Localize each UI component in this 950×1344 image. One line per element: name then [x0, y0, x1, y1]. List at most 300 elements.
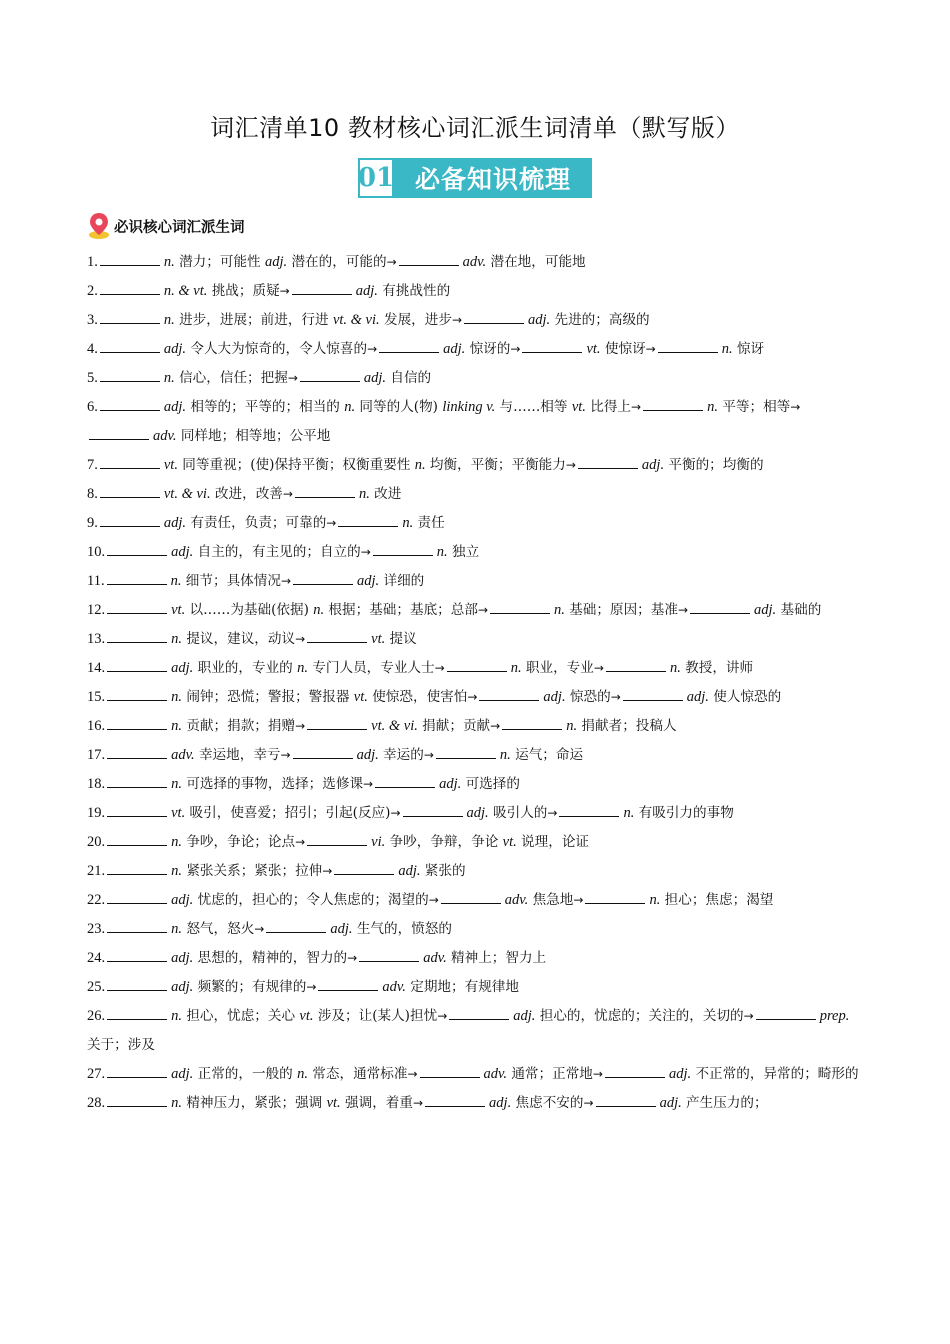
- answer-blank[interactable]: [293, 572, 353, 585]
- item-number: 16.: [87, 718, 106, 734]
- vocab-item: [87, 393, 865, 451]
- part-of-speech: adj.: [357, 573, 380, 589]
- item-number: 15.: [87, 689, 106, 705]
- answer-blank[interactable]: [307, 833, 367, 846]
- definition-text: 生气的，愤怒的: [352, 921, 452, 937]
- vocab-item: [87, 1002, 865, 1060]
- vocab-item: [87, 683, 865, 712]
- part-of-speech: n.: [163, 254, 175, 270]
- definition-text: 贡献；捐款；捐赠: [182, 718, 296, 734]
- answer-blank[interactable]: [107, 920, 167, 933]
- answer-blank[interactable]: [658, 340, 718, 353]
- answer-blank[interactable]: [107, 572, 167, 585]
- derivation-arrow-icon: →: [412, 1096, 424, 1110]
- part-of-speech: n.: [171, 863, 182, 879]
- definition-text: 改进: [369, 486, 402, 502]
- derivation-arrow-icon: →: [326, 516, 337, 530]
- answer-blank[interactable]: [623, 688, 683, 701]
- derivation-arrow-icon: →: [279, 284, 290, 298]
- part-of-speech: n.: [707, 399, 718, 415]
- item-number: 6.: [87, 399, 98, 415]
- definition-text: 幸运的: [378, 747, 424, 763]
- answer-blank[interactable]: [373, 543, 433, 556]
- item-number: 18.: [87, 776, 106, 792]
- item-number: 22.: [87, 892, 106, 908]
- definition-text: 潜在的，可能的: [287, 254, 387, 270]
- definition-text: 教授，讲师: [680, 660, 754, 676]
- section-banner: [358, 158, 592, 198]
- definition-text: 闹钟；恐慌；警报；警报器: [182, 689, 354, 705]
- definition-text: 不正常的，异常的；畸形的: [691, 1066, 859, 1082]
- answer-blank[interactable]: [359, 949, 419, 962]
- definition-text: 提议，建议，动议: [182, 631, 296, 647]
- answer-blank[interactable]: [266, 920, 326, 933]
- definition-text: 吸引人的: [488, 805, 548, 821]
- derivation-arrow-icon: →: [547, 806, 558, 820]
- definition-text: 捐献；贡献: [417, 718, 491, 734]
- item-number: 7.: [87, 457, 98, 473]
- item-number: 8.: [87, 486, 98, 502]
- definition-text: 详细的: [379, 573, 425, 589]
- part-of-speech: adj.: [659, 1095, 682, 1111]
- section-heading-text: 必识核心词汇派生词: [114, 219, 245, 236]
- part-of-speech: adj.: [668, 1066, 692, 1082]
- part-of-speech: vt.: [586, 341, 601, 357]
- definition-text: 信心，信任；把握: [174, 370, 288, 386]
- answer-blank[interactable]: [100, 340, 160, 353]
- definition-text: 同等重视；(使)保持平衡；权衡重要性: [177, 457, 415, 473]
- vocab-item: [87, 712, 865, 741]
- derivation-arrow-icon: →: [295, 632, 306, 646]
- part-of-speech: adj.: [443, 341, 466, 357]
- definition-text: 焦急地: [528, 892, 574, 908]
- answer-blank[interactable]: [502, 717, 562, 730]
- definition-text: 使惊讶: [600, 341, 646, 357]
- definition-text: 使人惊恐的: [708, 689, 782, 705]
- vocab-item: [87, 509, 865, 538]
- part-of-speech: n.: [171, 776, 182, 792]
- part-of-speech: adj.: [163, 515, 187, 531]
- definition-text: 同样地；相等地；公平地: [176, 428, 331, 444]
- part-of-speech: n.: [402, 515, 414, 531]
- answer-blank[interactable]: [100, 311, 160, 324]
- definition-text: 说理，论证: [516, 834, 590, 850]
- definition-text: 发展，进步: [379, 312, 452, 328]
- answer-blank[interactable]: [100, 282, 160, 295]
- part-of-speech: adj.: [543, 689, 566, 705]
- part-of-speech: adj.: [363, 370, 387, 386]
- answer-blank[interactable]: [89, 427, 149, 440]
- derivation-arrow-icon: →: [428, 893, 439, 907]
- derivation-arrow-icon: →: [295, 719, 306, 733]
- answer-blank[interactable]: [100, 369, 160, 382]
- vocab-item: [87, 741, 865, 770]
- definition-text: 常态，通常标准: [307, 1066, 408, 1082]
- part-of-speech: vt.: [502, 834, 517, 850]
- part-of-speech: adj.: [171, 660, 194, 676]
- answer-blank[interactable]: [107, 949, 167, 962]
- answer-blank[interactable]: [107, 543, 167, 556]
- answer-blank[interactable]: [107, 688, 167, 701]
- part-of-speech: vt.: [171, 805, 186, 821]
- answer-blank[interactable]: [107, 746, 167, 759]
- item-number: 20.: [87, 834, 106, 850]
- answer-blank[interactable]: [578, 456, 638, 469]
- answer-blank[interactable]: [420, 1065, 480, 1078]
- derivation-arrow-icon: →: [592, 1067, 603, 1081]
- part-of-speech: adj.: [466, 805, 489, 821]
- vocab-item: [87, 596, 865, 625]
- vocab-item: [87, 451, 865, 480]
- part-of-speech: prep.: [819, 1008, 850, 1024]
- definition-text: 以……为基础(依据): [185, 602, 314, 618]
- part-of-speech: adj.: [355, 283, 378, 299]
- answer-blank[interactable]: [100, 253, 160, 266]
- answer-blank[interactable]: [307, 717, 367, 730]
- derivation-arrow-icon: →: [287, 371, 298, 385]
- derivation-arrow-icon: →: [573, 893, 584, 907]
- definition-text: 基础的: [776, 602, 822, 618]
- answer-blank[interactable]: [464, 311, 524, 324]
- part-of-speech: n.: [358, 486, 370, 502]
- definition-text: 细节；具体情况: [181, 573, 281, 589]
- vocab-item: [87, 335, 865, 364]
- definition-text: 惊讶: [732, 341, 765, 357]
- definition-text: 根据；基础；基底；总部: [324, 602, 478, 618]
- answer-blank[interactable]: [449, 1007, 509, 1020]
- answer-blank[interactable]: [107, 978, 167, 991]
- answer-blank[interactable]: [643, 398, 703, 411]
- part-of-speech: n. & vt.: [163, 283, 208, 299]
- answer-blank[interactable]: [690, 601, 750, 614]
- part-of-speech: adj.: [686, 689, 709, 705]
- part-of-speech: adv.: [423, 950, 447, 966]
- part-of-speech: adj.: [641, 457, 665, 473]
- answer-blank[interactable]: [522, 340, 582, 353]
- definition-text: 通常；正常地: [507, 1066, 593, 1082]
- banner-number: 01: [358, 158, 394, 198]
- derivation-arrow-icon: →: [390, 806, 401, 820]
- definition-text: 与……相等: [495, 399, 572, 415]
- part-of-speech: vt. & vi.: [332, 312, 380, 328]
- derivation-arrow-icon: →: [347, 951, 358, 965]
- part-of-speech: n.: [171, 631, 182, 647]
- part-of-speech: adv.: [382, 979, 406, 995]
- vocab-item: [87, 886, 865, 915]
- vocab-item: [87, 770, 865, 799]
- part-of-speech: adj.: [171, 979, 194, 995]
- item-number: 1.: [87, 254, 98, 270]
- vocab-item: [87, 1089, 865, 1118]
- definition-text: 争吵，争辩，争论: [385, 834, 503, 850]
- definition-text: 忧虑的，担心的；令人焦虑的；渴望的: [193, 892, 429, 908]
- derivation-arrow-icon: →: [423, 748, 434, 762]
- part-of-speech: adj.: [754, 602, 777, 618]
- item-number: 10.: [87, 544, 106, 560]
- derivation-arrow-icon: →: [280, 748, 291, 762]
- definition-text: 基础；原因；基准: [564, 602, 678, 618]
- part-of-speech: adj.: [513, 1008, 536, 1024]
- definition-text: 担心，忧虑；关心: [182, 1008, 300, 1024]
- answer-blank[interactable]: [107, 775, 167, 788]
- answer-blank[interactable]: [107, 804, 167, 817]
- item-number: 19.: [87, 805, 106, 821]
- answer-blank[interactable]: [479, 688, 539, 701]
- definition-text: 焦虑不安的: [511, 1095, 584, 1111]
- part-of-speech: linking v.: [442, 399, 496, 415]
- part-of-speech: vt. & vi.: [163, 486, 211, 502]
- vocab-item: [87, 364, 865, 393]
- derivation-arrow-icon: →: [631, 400, 642, 414]
- definition-text: 定期地；有规律地: [405, 979, 519, 995]
- derivation-arrow-icon: →: [295, 835, 306, 849]
- definition-text: 平衡的；均衡的: [664, 457, 764, 473]
- part-of-speech: vt.: [163, 457, 178, 473]
- definition-text: 职业的，专业的: [193, 660, 298, 676]
- item-number: 13.: [87, 631, 106, 647]
- answer-blank[interactable]: [100, 485, 160, 498]
- definition-text: 专门人员，专业人士: [307, 660, 435, 676]
- part-of-speech: adv.: [504, 892, 529, 908]
- definition-text: 争吵，争论；论点: [182, 834, 296, 850]
- definition-text: 频繁的；有规律的: [193, 979, 307, 995]
- answer-blank[interactable]: [107, 601, 167, 614]
- part-of-speech: vt.: [353, 689, 368, 705]
- part-of-speech: adv.: [153, 428, 177, 444]
- part-of-speech: n.: [499, 747, 511, 763]
- definition-text: 运气；命运: [510, 747, 584, 763]
- derivation-arrow-icon: →: [280, 574, 292, 588]
- vocab-item: [87, 248, 865, 277]
- answer-blank[interactable]: [295, 485, 355, 498]
- definition-text: 有挑战性的: [377, 283, 451, 299]
- vocab-item: [87, 857, 865, 886]
- part-of-speech: n.: [163, 312, 175, 328]
- vocab-item: [87, 799, 865, 828]
- definition-text: 怒气，怒火: [182, 921, 255, 937]
- derivation-arrow-icon: →: [306, 980, 317, 994]
- derivation-arrow-icon: →: [645, 342, 656, 356]
- answer-blank[interactable]: [107, 833, 167, 846]
- derivation-arrow-icon: →: [367, 342, 378, 356]
- part-of-speech: n.: [510, 660, 522, 676]
- derivation-arrow-icon: →: [386, 255, 397, 269]
- part-of-speech: adj.: [171, 950, 194, 966]
- answer-blank[interactable]: [107, 1065, 167, 1078]
- part-of-speech: adj.: [264, 254, 288, 270]
- vocab-item: [87, 828, 865, 857]
- answer-blank[interactable]: [379, 340, 439, 353]
- answer-blank[interactable]: [375, 775, 435, 788]
- answer-blank[interactable]: [447, 659, 507, 672]
- derivation-arrow-icon: →: [565, 458, 576, 472]
- definition-text: 责任: [413, 515, 445, 531]
- answer-blank[interactable]: [107, 891, 167, 904]
- definition-text: 产生压力的；: [681, 1095, 768, 1111]
- part-of-speech: n.: [414, 457, 426, 473]
- part-of-speech: adj.: [528, 312, 551, 328]
- part-of-speech: adj.: [171, 544, 194, 560]
- vocab-item: [87, 567, 865, 596]
- definition-text: 潜在地，可能地: [486, 254, 586, 270]
- part-of-speech: n.: [297, 660, 308, 676]
- part-of-speech: adv.: [462, 254, 487, 270]
- answer-blank[interactable]: [107, 862, 167, 875]
- answer-blank[interactable]: [441, 891, 501, 904]
- derivation-arrow-icon: →: [490, 719, 501, 733]
- derivation-arrow-icon: →: [407, 1067, 418, 1081]
- definition-text: 紧张关系；紧张；拉伸: [182, 863, 323, 879]
- answer-blank[interactable]: [107, 717, 167, 730]
- part-of-speech: vt.: [171, 602, 186, 618]
- definition-text: 职业，专业: [521, 660, 594, 676]
- item-number: 28.: [87, 1095, 106, 1111]
- answer-blank[interactable]: [436, 746, 496, 759]
- item-number: 26.: [87, 1008, 106, 1024]
- answer-blank[interactable]: [334, 862, 394, 875]
- item-number: 4.: [87, 341, 98, 357]
- definition-text: 强调，着重: [340, 1095, 413, 1111]
- banner-label: 必备知识梳理: [394, 158, 592, 198]
- part-of-speech: n.: [171, 718, 182, 734]
- part-of-speech: vi.: [371, 834, 386, 850]
- part-of-speech: n.: [344, 399, 356, 415]
- answer-blank[interactable]: [490, 601, 550, 614]
- definition-text: 涉及；让(某人)担忧: [313, 1008, 438, 1024]
- answer-blank[interactable]: [100, 456, 160, 469]
- vocab-item: [87, 973, 865, 1002]
- part-of-speech: adv.: [171, 747, 195, 763]
- part-of-speech: n.: [171, 689, 182, 705]
- vocab-item: [87, 654, 865, 683]
- definition-text: 先进的；高级的: [550, 312, 650, 328]
- part-of-speech: vt.: [326, 1095, 341, 1111]
- part-of-speech: adj.: [171, 892, 194, 908]
- definition-text: 进步，进展；前进，行进: [174, 312, 333, 328]
- definition-text: 捐献者；投稿人: [577, 718, 677, 734]
- answer-blank[interactable]: [293, 746, 353, 759]
- answer-blank[interactable]: [107, 630, 167, 643]
- part-of-speech: n.: [554, 602, 565, 618]
- definition-text: 自主的，有主见的；自立的: [193, 544, 361, 560]
- derivation-arrow-icon: →: [363, 777, 374, 791]
- answer-blank[interactable]: [585, 891, 645, 904]
- vocab-item: [87, 277, 865, 306]
- part-of-speech: adj.: [439, 776, 462, 792]
- definition-text: 正常的，一般的: [193, 1066, 298, 1082]
- part-of-speech: n.: [566, 718, 578, 734]
- section-heading: [88, 212, 245, 240]
- definition-text: 有吸引力的事物: [634, 805, 734, 821]
- part-of-speech: vt.: [571, 399, 586, 415]
- part-of-speech: n.: [313, 602, 325, 618]
- derivation-arrow-icon: →: [282, 487, 293, 501]
- part-of-speech: n.: [669, 660, 681, 676]
- part-of-speech: n.: [436, 544, 448, 560]
- definition-text: 自信的: [386, 370, 432, 386]
- item-number: 9.: [87, 515, 98, 531]
- answer-blank[interactable]: [403, 804, 463, 817]
- answer-blank[interactable]: [107, 659, 167, 672]
- answer-blank[interactable]: [425, 1094, 485, 1107]
- definition-text: 令人大为惊奇的，令人惊喜的: [186, 341, 368, 357]
- vocab-item: [87, 480, 865, 509]
- definition-text: 精神压力，紧张；强调: [182, 1095, 327, 1111]
- derivation-arrow-icon: →: [360, 545, 371, 559]
- part-of-speech: vt.: [371, 631, 386, 647]
- vocab-item: [87, 538, 865, 567]
- part-of-speech: n.: [297, 1066, 308, 1082]
- item-number: 25.: [87, 979, 106, 995]
- definition-text: 可选择的: [461, 776, 520, 792]
- part-of-speech: adj.: [398, 863, 421, 879]
- definition-text: 精神上；智力上: [446, 950, 547, 966]
- answer-blank[interactable]: [307, 630, 367, 643]
- part-of-speech: n.: [170, 573, 182, 589]
- answer-blank[interactable]: [100, 514, 160, 527]
- part-of-speech: vt.: [299, 1008, 314, 1024]
- definition-text: 幸运地，幸亏: [194, 747, 281, 763]
- definition-text: 改进，改善: [210, 486, 283, 502]
- answer-blank[interactable]: [107, 1094, 167, 1107]
- derivation-arrow-icon: →: [254, 922, 265, 936]
- definition-text: 担心的，忧虑的；关注的，关切的: [535, 1008, 744, 1024]
- part-of-speech: adj.: [330, 921, 353, 937]
- derivation-arrow-icon: →: [451, 313, 463, 327]
- answer-blank[interactable]: [318, 978, 378, 991]
- answer-blank[interactable]: [756, 1007, 816, 1020]
- definition-text: 同等的人(物): [355, 399, 443, 415]
- definition-text: 潜力；可能性: [174, 254, 265, 270]
- part-of-speech: n.: [171, 1008, 182, 1024]
- definition-text: 提议: [385, 631, 417, 647]
- definition-text: 关于；涉及: [87, 1037, 155, 1053]
- vocabulary-list: [87, 248, 865, 1118]
- answer-blank[interactable]: [559, 804, 619, 817]
- derivation-arrow-icon: →: [790, 400, 801, 414]
- answer-blank[interactable]: [596, 1094, 656, 1107]
- item-number: 23.: [87, 921, 106, 937]
- definition-text: 比得上: [585, 399, 632, 415]
- part-of-speech: adj.: [163, 399, 187, 415]
- answer-blank[interactable]: [100, 398, 160, 411]
- page-title: 词汇清单10 教材核心词汇派生词清单（默写版）: [210, 114, 740, 142]
- part-of-speech: n.: [171, 1095, 182, 1111]
- item-number: 2.: [87, 283, 98, 299]
- part-of-speech: n.: [163, 370, 175, 386]
- answer-blank[interactable]: [606, 659, 666, 672]
- item-number: 11.: [87, 573, 105, 589]
- item-number: 24.: [87, 950, 106, 966]
- derivation-arrow-icon: →: [583, 1096, 594, 1110]
- answer-blank[interactable]: [338, 514, 398, 527]
- derivation-arrow-icon: →: [437, 1009, 448, 1023]
- definition-text: 均衡，平衡；平衡能力: [425, 457, 566, 473]
- answer-blank[interactable]: [107, 1007, 167, 1020]
- item-number: 14.: [87, 660, 106, 676]
- derivation-arrow-icon: →: [477, 603, 489, 617]
- answer-blank[interactable]: [399, 253, 459, 266]
- item-number: 27.: [87, 1066, 106, 1082]
- definition-text: 平等；相等: [717, 399, 791, 415]
- answer-blank[interactable]: [300, 369, 360, 382]
- answer-blank[interactable]: [605, 1065, 665, 1078]
- location-pin-icon: [88, 212, 110, 240]
- part-of-speech: n.: [171, 834, 182, 850]
- definition-text: 思想的，精神的，智力的: [193, 950, 348, 966]
- derivation-arrow-icon: →: [743, 1009, 754, 1023]
- answer-blank[interactable]: [292, 282, 352, 295]
